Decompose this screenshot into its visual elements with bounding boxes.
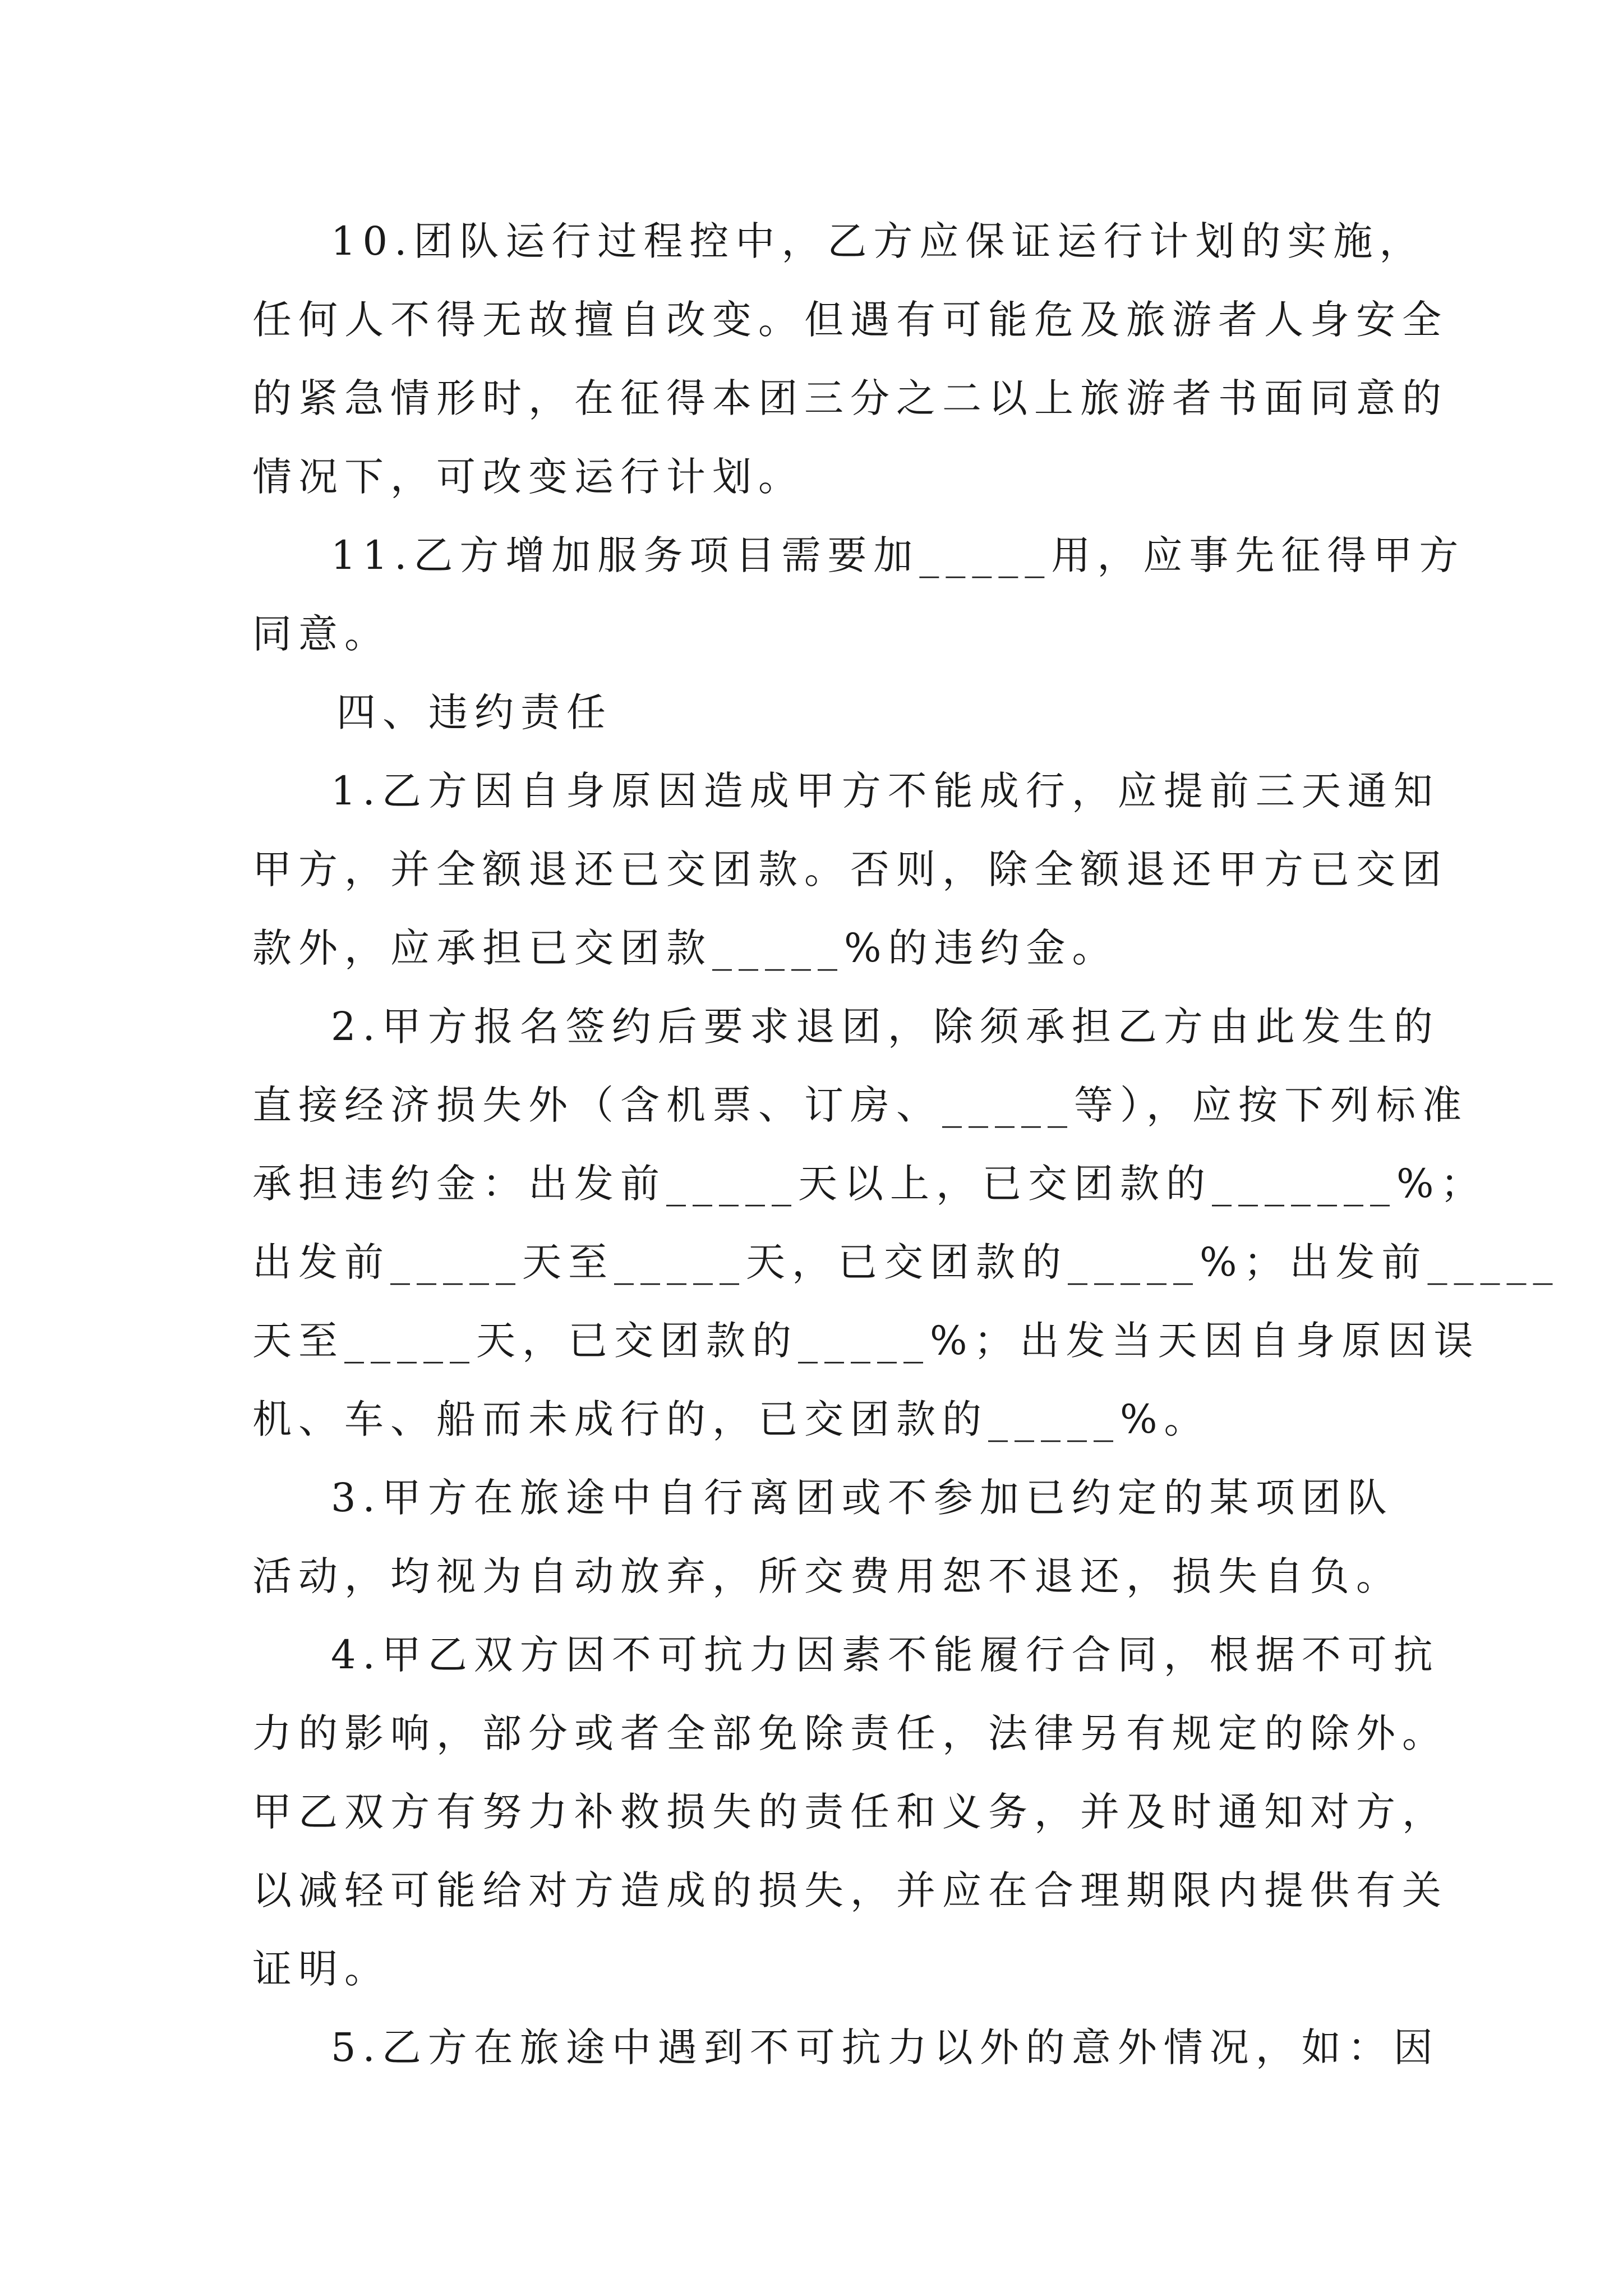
item-4-line-4: 以减轻可能给对方造成的损失，并应在合理期限内提供有关	[252, 1867, 1448, 1913]
paragraph-11-line-2: 同意。	[252, 611, 390, 657]
paragraph-10-line-4: 情况下，可改变运行计划。	[252, 454, 804, 500]
item-2-line-4: 出发前_____天至_____天，已交团款的_____%；出发前_____	[252, 1239, 1560, 1285]
item-1-line-2: 甲方，并全额退还已交团款。否则，除全额退还甲方已交团	[252, 846, 1448, 892]
item-3-line-1: 3.甲方在旅途中自行离团或不参加已约定的某项团队	[331, 1475, 1394, 1521]
item-2-line-6: 机、车、船而未成行的，已交团款的_____%。	[252, 1396, 1210, 1442]
item-4-line-3: 甲乙双方有努力补救损失的责任和义务，并及时通知对方，	[252, 1789, 1448, 1835]
paragraph-10-line-1: 10.团队运行过程控中，乙方应保证运行计划的实施，	[331, 218, 1426, 264]
paragraph-11-line-1: 11.乙方增加服务项目需要加_____用，应事先征得甲方	[331, 532, 1465, 578]
item-4-line-2: 力的影响，部分或者全部免除责任，法律另有规定的除外。	[252, 1710, 1448, 1756]
item-4-line-5: 证明。	[252, 1946, 390, 1992]
item-2-line-3: 承担违约金：出发前_____天以上，已交团款的_______%；	[252, 1161, 1487, 1207]
item-2-line-2: 直接经济损失外（含机票、订房、_____等），应按下列标准	[252, 1082, 1468, 1128]
item-2-line-1: 2.甲方报名签约后要求退团，除须承担乙方由此发生的	[331, 1004, 1440, 1050]
paragraph-10-line-3: 的紧急情形时，在征得本团三分之二以上旅游者书面同意的	[252, 375, 1448, 421]
section-heading: 四、违约责任	[336, 689, 612, 735]
item-2-line-5: 天至_____天，已交团款的_____%；出发当天因自身原因误	[252, 1318, 1480, 1364]
item-3-line-2: 活动，均视为自动放弃，所交费用恕不退还，损失自负。	[252, 1553, 1402, 1599]
item-4-line-1: 4.甲乙双方因不可抗力因素不能履行合同，根据不可抗	[331, 1632, 1440, 1678]
item-1-line-1: 1.乙方因自身原因造成甲方不能成行，应提前三天通知	[331, 768, 1440, 814]
item-5-line-1: 5.乙方在旅途中遇到不可抗力以外的意外情况，如：因	[331, 2024, 1440, 2070]
paragraph-10-line-2: 任何人不得无故擅自改变。但遇有可能危及旅游者人身安全	[252, 297, 1448, 343]
item-1-line-3: 款外，应承担已交团款_____%的违约金。	[252, 925, 1118, 971]
